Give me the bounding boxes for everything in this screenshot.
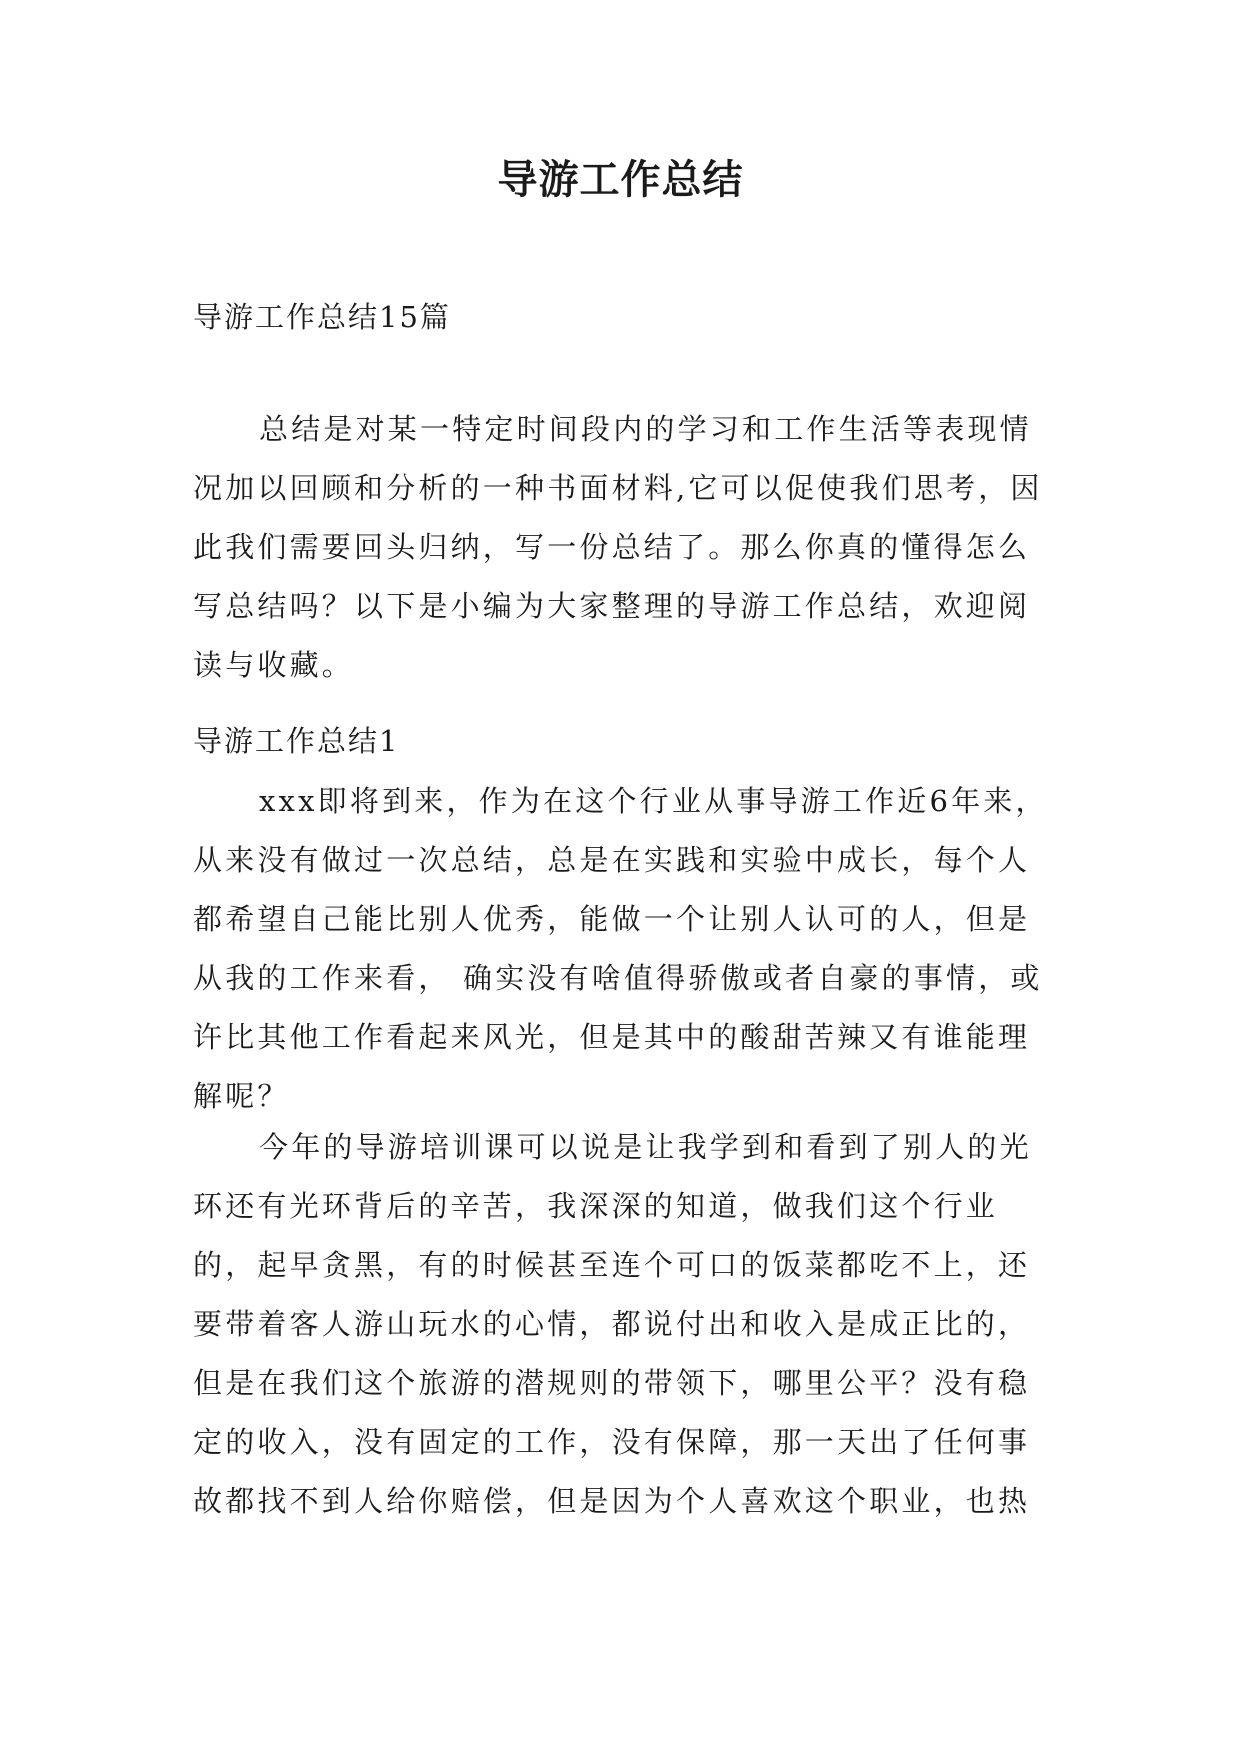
document-subtitle: 导游工作总结15篇 <box>193 300 451 334</box>
section-heading: 导游工作总结1 <box>193 724 400 758</box>
document-title: 导游工作总结 <box>497 157 744 203</box>
section-paragraph: 今年的导游培训课可以说是让我学到和看到了别人的光环还有光环背后的辛苦，我深深的知道，做我们这个行业的，起早贪黑，有的时候甚至连个可口的饭菜都吃不上，还要带着客人游山玩水的心情，都说付出和收入是成正比的，但是在我们这个旅游的潜规则的带领下，哪里公平？没有稳定的收入，没有固定的工作，没有保障，那一天出了任何事故都找不到人给你赔偿，但是因为个人喜欢这个职业，也热 <box>193 1130 1032 1518</box>
intro-paragraph: 总结是对某一特定时间段内的学习和工作生活等表现情况加以回顾和分析的一种书面材料,它可以促使我们思考，因此我们需要回头归纳，写一份总结了。那么你真的懂得怎么写总结吗？以下是小编为大家整理的导游工作总结，欢迎阅读与收藏。 <box>193 412 1043 682</box>
section-paragraph: xxx即将到来，作为在这个行业从事导游工作近6年来，从来没有做过一次总结，总是在实践和实验中成长，每个人都希望自己能比别人优秀，能做一个让别人认可的人，但是从我的工作来看， 确实没有啥值得骄傲或者自豪的事情，或许比其他工作看起来风光，但是其中的酸甜苦辣又有谁能理解呢？ <box>193 784 1048 1113</box>
